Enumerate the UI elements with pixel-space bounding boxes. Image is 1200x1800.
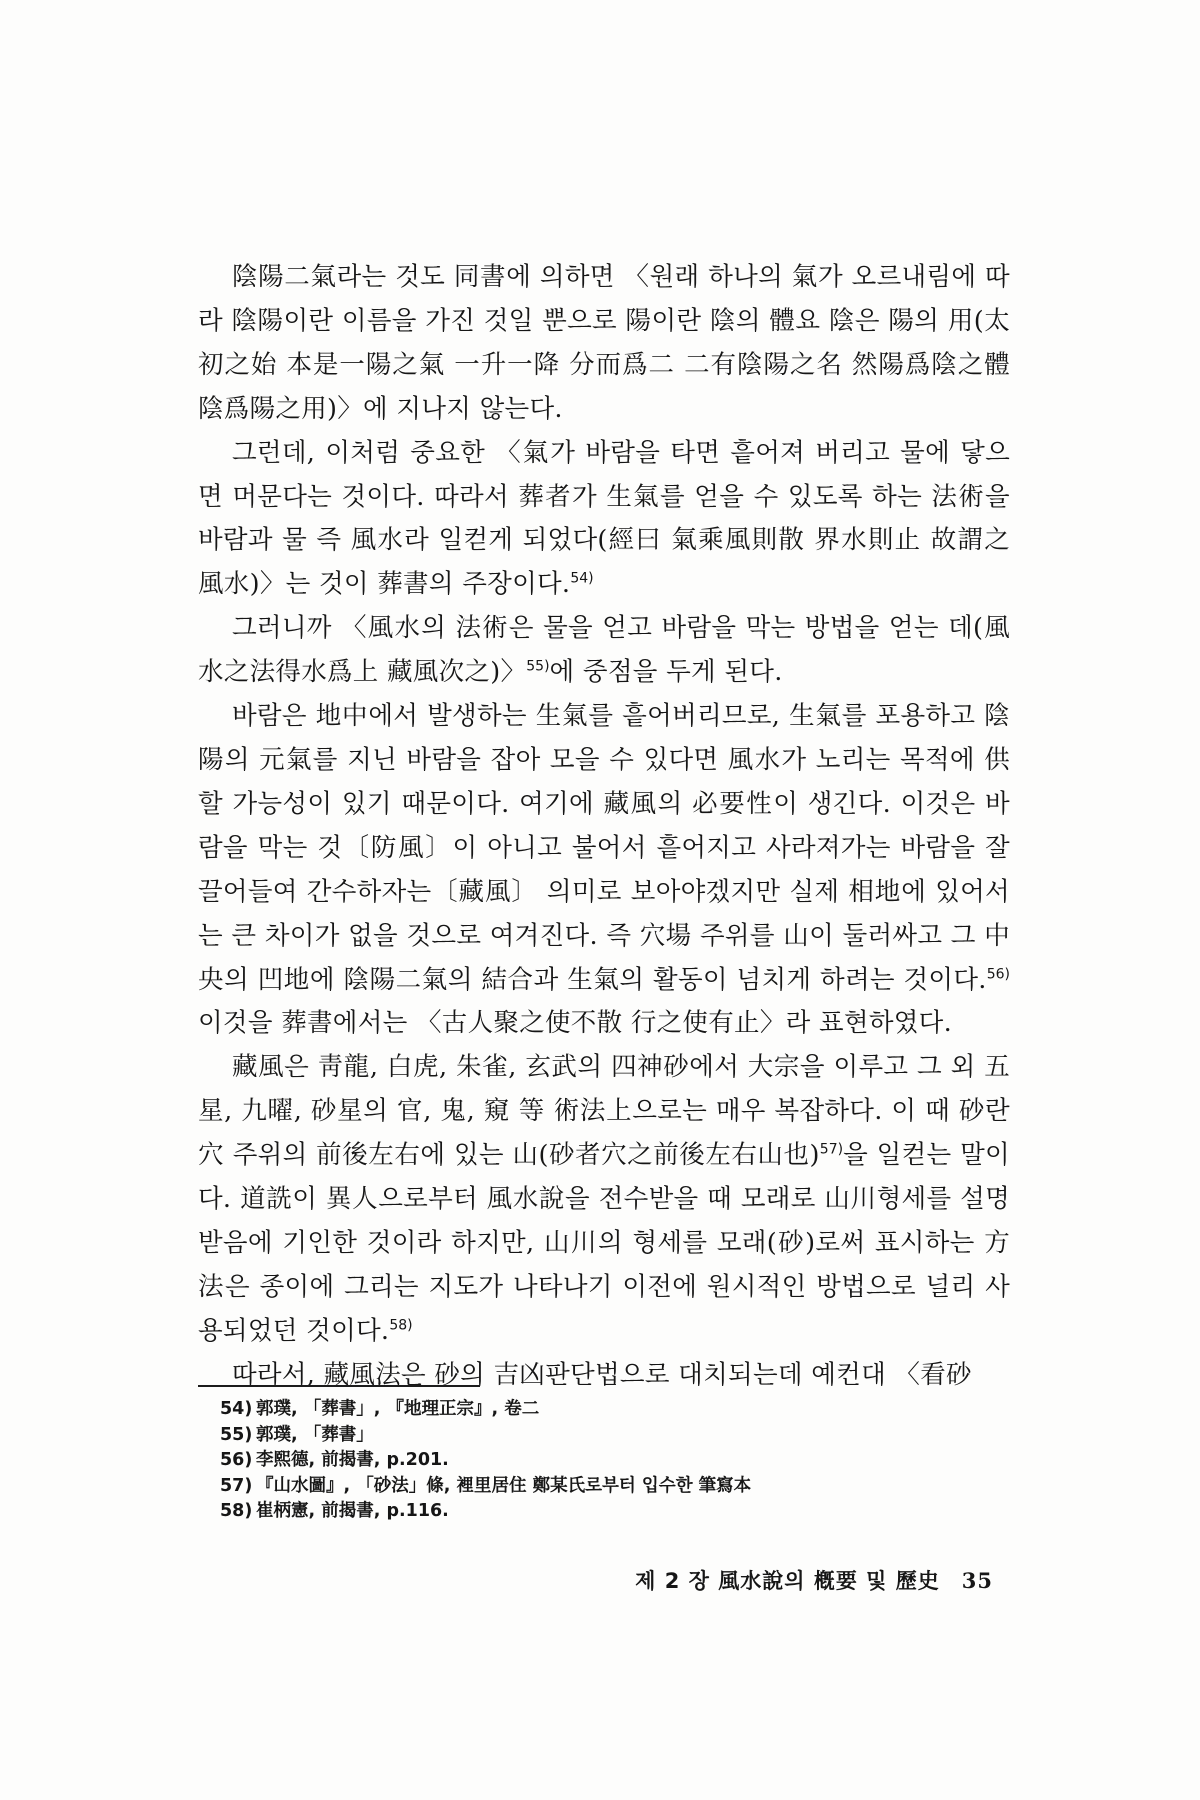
- chapter-title: 제 2 장 風水說의 槪要 및 歷史: [635, 1569, 940, 1593]
- paragraph-5-text-b: 을 일컫는 말이다. 道詵이 異人으로부터 風水說을 전수받을 때 모래로 山川형세를 설명받음에 기인한 것이라 하지만, 山川의 형세를 모래(砂)로써 표시하는 方法은 종이에 그리는 지도가 나타나기 이전에 원시적인 방법으로 널리 사용되었던 것이다.: [198, 1140, 1010, 1346]
- paragraph-1-text: 陰陽二氣라는 것도 同書에 의하면 〈원래 하나의 氣가 오르내림에 따라 陰陽이란 이름을 가진 것일 뿐으로 陽이란 陰의 體요 陰은 陽의 用(太初之始 本是一陽之氣 一升一降 分而爲二 二有陰陽之名 然陽爲陰之體 陰爲陽之用)〉에 지나지 않는다.: [198, 262, 1010, 424]
- footnotes: [220, 1397, 1000, 1525]
- footnote-text: 郭璞, 「葬書」: [256, 1424, 374, 1445]
- paragraph-6: [198, 1354, 1010, 1398]
- running-footer: [635, 1565, 993, 1595]
- footnote-number: 56): [220, 1450, 253, 1471]
- paragraph-3-text-b: 에 중점을 두게 된다.: [549, 657, 783, 688]
- footnote-divider: [198, 1385, 480, 1387]
- paragraph-3: [198, 607, 1010, 695]
- footnote-number: 55): [220, 1424, 253, 1445]
- footnote-ref-56: 56): [986, 966, 1010, 982]
- footnote-text: 『山水圖』, 「砂法」條, 裡里居住 鄭某氏로부터 입수한 筆寫本: [256, 1475, 752, 1496]
- paragraph-3-text-a: 그러니까 〈風水의 法術은 물을 얻고 바람을 막는 방법을 얻는 데(風水之法得水爲上 藏風次之)〉: [198, 613, 1010, 688]
- paragraph-5-text-a: 藏風은 靑龍, 白虎, 朱雀, 玄武의 四神砂에서 大宗을 이루고 그 외 五星, 九曜, 砂星의 官, 鬼, 窺 等 術法上으로는 매우 복잡하다. 이 때 砂란 穴 주위의 前後左右에 있는 山(砂者穴之前後左右山也): [198, 1052, 1010, 1171]
- footnote-ref-54: 54): [570, 570, 594, 587]
- paragraph-4-text-b: 이것을 葬書에서는 〈古人聚之使不散 行之使有止〉라 표현하였다.: [198, 1008, 953, 1039]
- footnote-56: [220, 1448, 1000, 1474]
- page-number: 35: [961, 1568, 993, 1593]
- footnote-number: 54): [220, 1399, 253, 1419]
- paragraph-4: [198, 695, 1010, 1046]
- footnote-ref-58: 58): [389, 1317, 413, 1334]
- paragraph-6-text: 따라서, 藏風法은 砂의 吉凶판단법으로 대치되는데 예컨대 〈看砂: [232, 1359, 972, 1390]
- footnote-55: [220, 1423, 1000, 1449]
- paragraph-5: [198, 1046, 1010, 1353]
- footnote-ref-57: 57): [819, 1141, 844, 1158]
- footnote-58: [220, 1499, 1000, 1525]
- paragraph-2-text: 그런데, 이처럼 중요한 〈氣가 바람을 타면 흩어져 버리고 물에 닿으면 머문다는 것이다. 따라서 葬者가 生氣를 얻을 수 있도록 하는 法術을 바람과 물 즉 風水라 일컫게 되었다(經曰 氣乘風則散 界水則止 故謂之風水)〉는 것이 葬書의 주장이다.: [198, 437, 1010, 600]
- paragraph-2: [198, 432, 1010, 608]
- footnote-text: 李熙德, 前揭書, p.201.: [256, 1450, 449, 1471]
- paragraph-1: [198, 256, 1010, 432]
- paragraph-4-text-a: 바람은 地中에서 발생하는 生氣를 흩어버리므로, 生氣를 포용하고 陰陽의 元氣를 지닌 바람을 잡아 모을 수 있다면 風水가 노리는 목적에 供할 가능성이 있기 때문이다. 여기에 藏風의 必要性이 생긴다. 이것은 바람을 막는 것〔防風〕이 아니고 불어서 흩어지고 사라져가는 바람을 잘 끌어들여 간수하자는〔藏風〕 의미로 보아야겠지만 실제 相地에 있어서는 큰 차이가 없을 것으로 여겨진다. 즉 穴場 주위를 山이 둘러싸고 그 中央의 凹地에 陰陽二氣의 結合과 生氣의 활동이 넘치게 하려는 것이다.: [198, 701, 1010, 995]
- footnote-54: [220, 1397, 1000, 1423]
- footnote-text: 崔柄憲, 前揭書, p.116.: [256, 1501, 449, 1522]
- footnote-number: 58): [220, 1501, 253, 1522]
- footnote-ref-55: 55): [526, 658, 550, 675]
- footnote-text: 郭璞, 「葬書」, 『地理正宗』, 卷二: [256, 1399, 540, 1419]
- footnote-57: [220, 1474, 1000, 1500]
- body-text: [198, 256, 1010, 1398]
- footnote-number: 57): [220, 1475, 253, 1496]
